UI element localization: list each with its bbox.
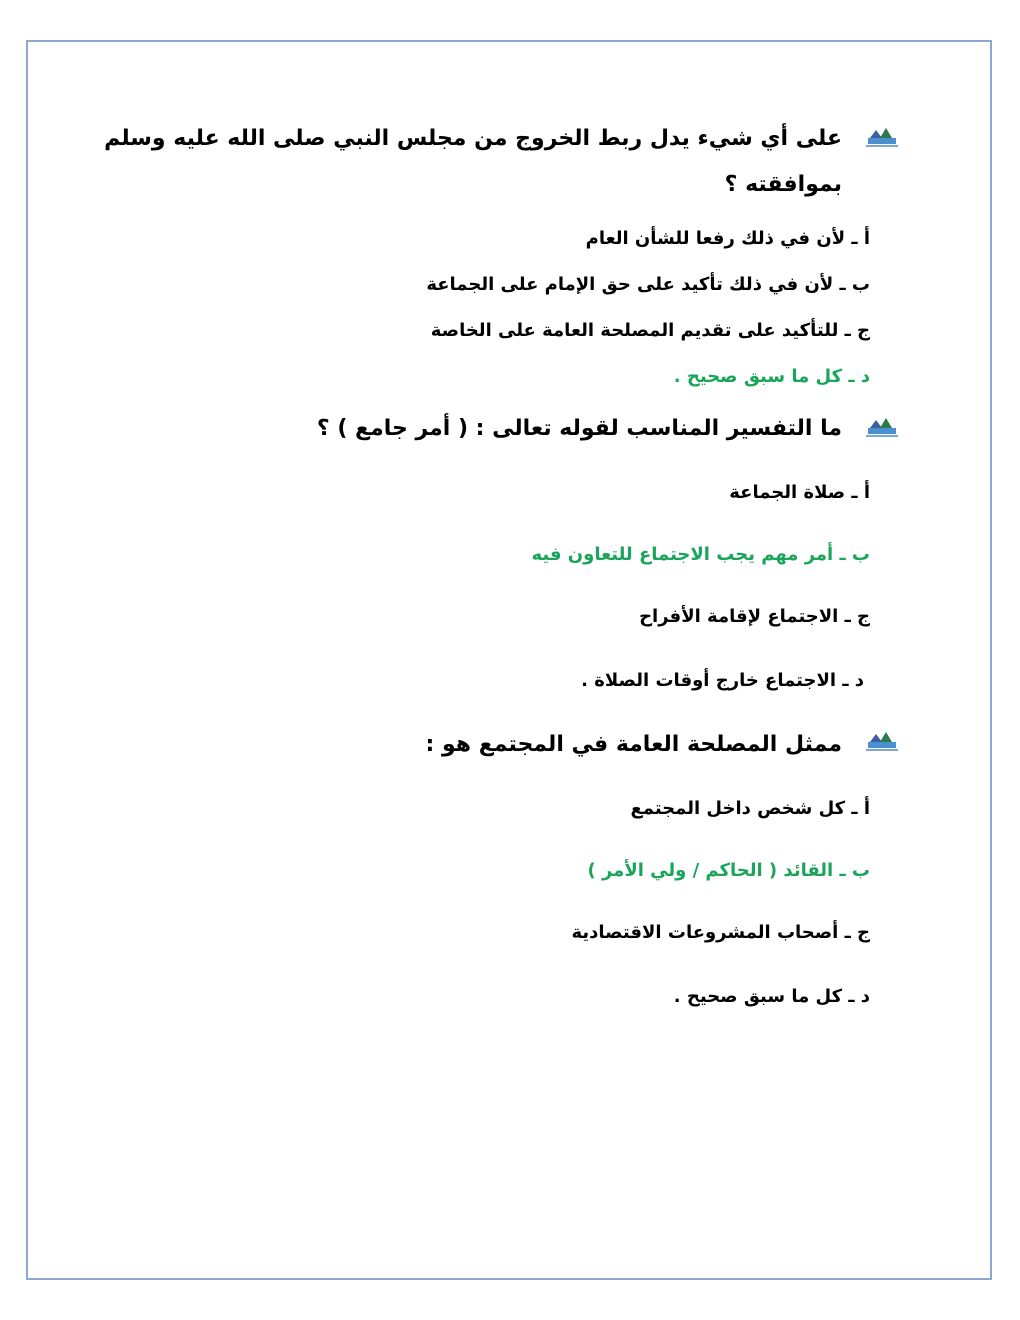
question-3-option-a[interactable]: أ ـ كل شخص داخل المجتمع [630, 798, 870, 819]
school-logo-icon [862, 414, 902, 440]
question-1-option-c[interactable]: ج ـ للتأكيد على تقديم المصلحة العامة على الخاصة [430, 320, 870, 341]
question-1-line-1: على أي شيء يدل ربط الخروج من مجلس النبي صلى الله عليه وسلم [104, 126, 842, 151]
question-3-text: ممثل المصلحة العامة في المجتمع هو : [425, 732, 842, 757]
page-border [26, 40, 992, 1280]
question-2-option-c[interactable]: ج ـ الاجتماع لإقامة الأفراح [639, 606, 870, 627]
question-1-option-a[interactable]: أ ـ لأن في ذلك رفعا للشأن العام [585, 228, 870, 249]
question-2-option-d[interactable]: د ـ الاجتماع خارج أوقات الصلاة . [581, 670, 864, 691]
question-2-text: ما التفسير المناسب لقوله تعالى : ( أمر جامع ) ؟ [316, 416, 842, 441]
question-1-option-d[interactable]: د ـ كل ما سبق صحيح . [673, 366, 870, 387]
question-2-option-a[interactable]: أ ـ صلاة الجماعة [729, 482, 870, 503]
question-3-option-d[interactable]: د ـ كل ما سبق صحيح . [673, 986, 870, 1007]
question-2-option-b[interactable]: ب ـ أمر مهم يجب الاجتماع للتعاون فيه [531, 544, 870, 565]
question-1-line-2: بموافقته ؟ [724, 172, 842, 197]
school-logo-icon [862, 728, 902, 754]
question-3-option-b[interactable]: ب ـ القائد ( الحاكم / ولي الأمر ) [587, 860, 870, 881]
question-3-option-c[interactable]: ج ـ أصحاب المشروعات الاقتصادية [571, 922, 870, 943]
school-logo-icon [862, 124, 902, 150]
question-1-option-b[interactable]: ب ـ لأن في ذلك تأكيد على حق الإمام على الجماعة [426, 274, 870, 295]
